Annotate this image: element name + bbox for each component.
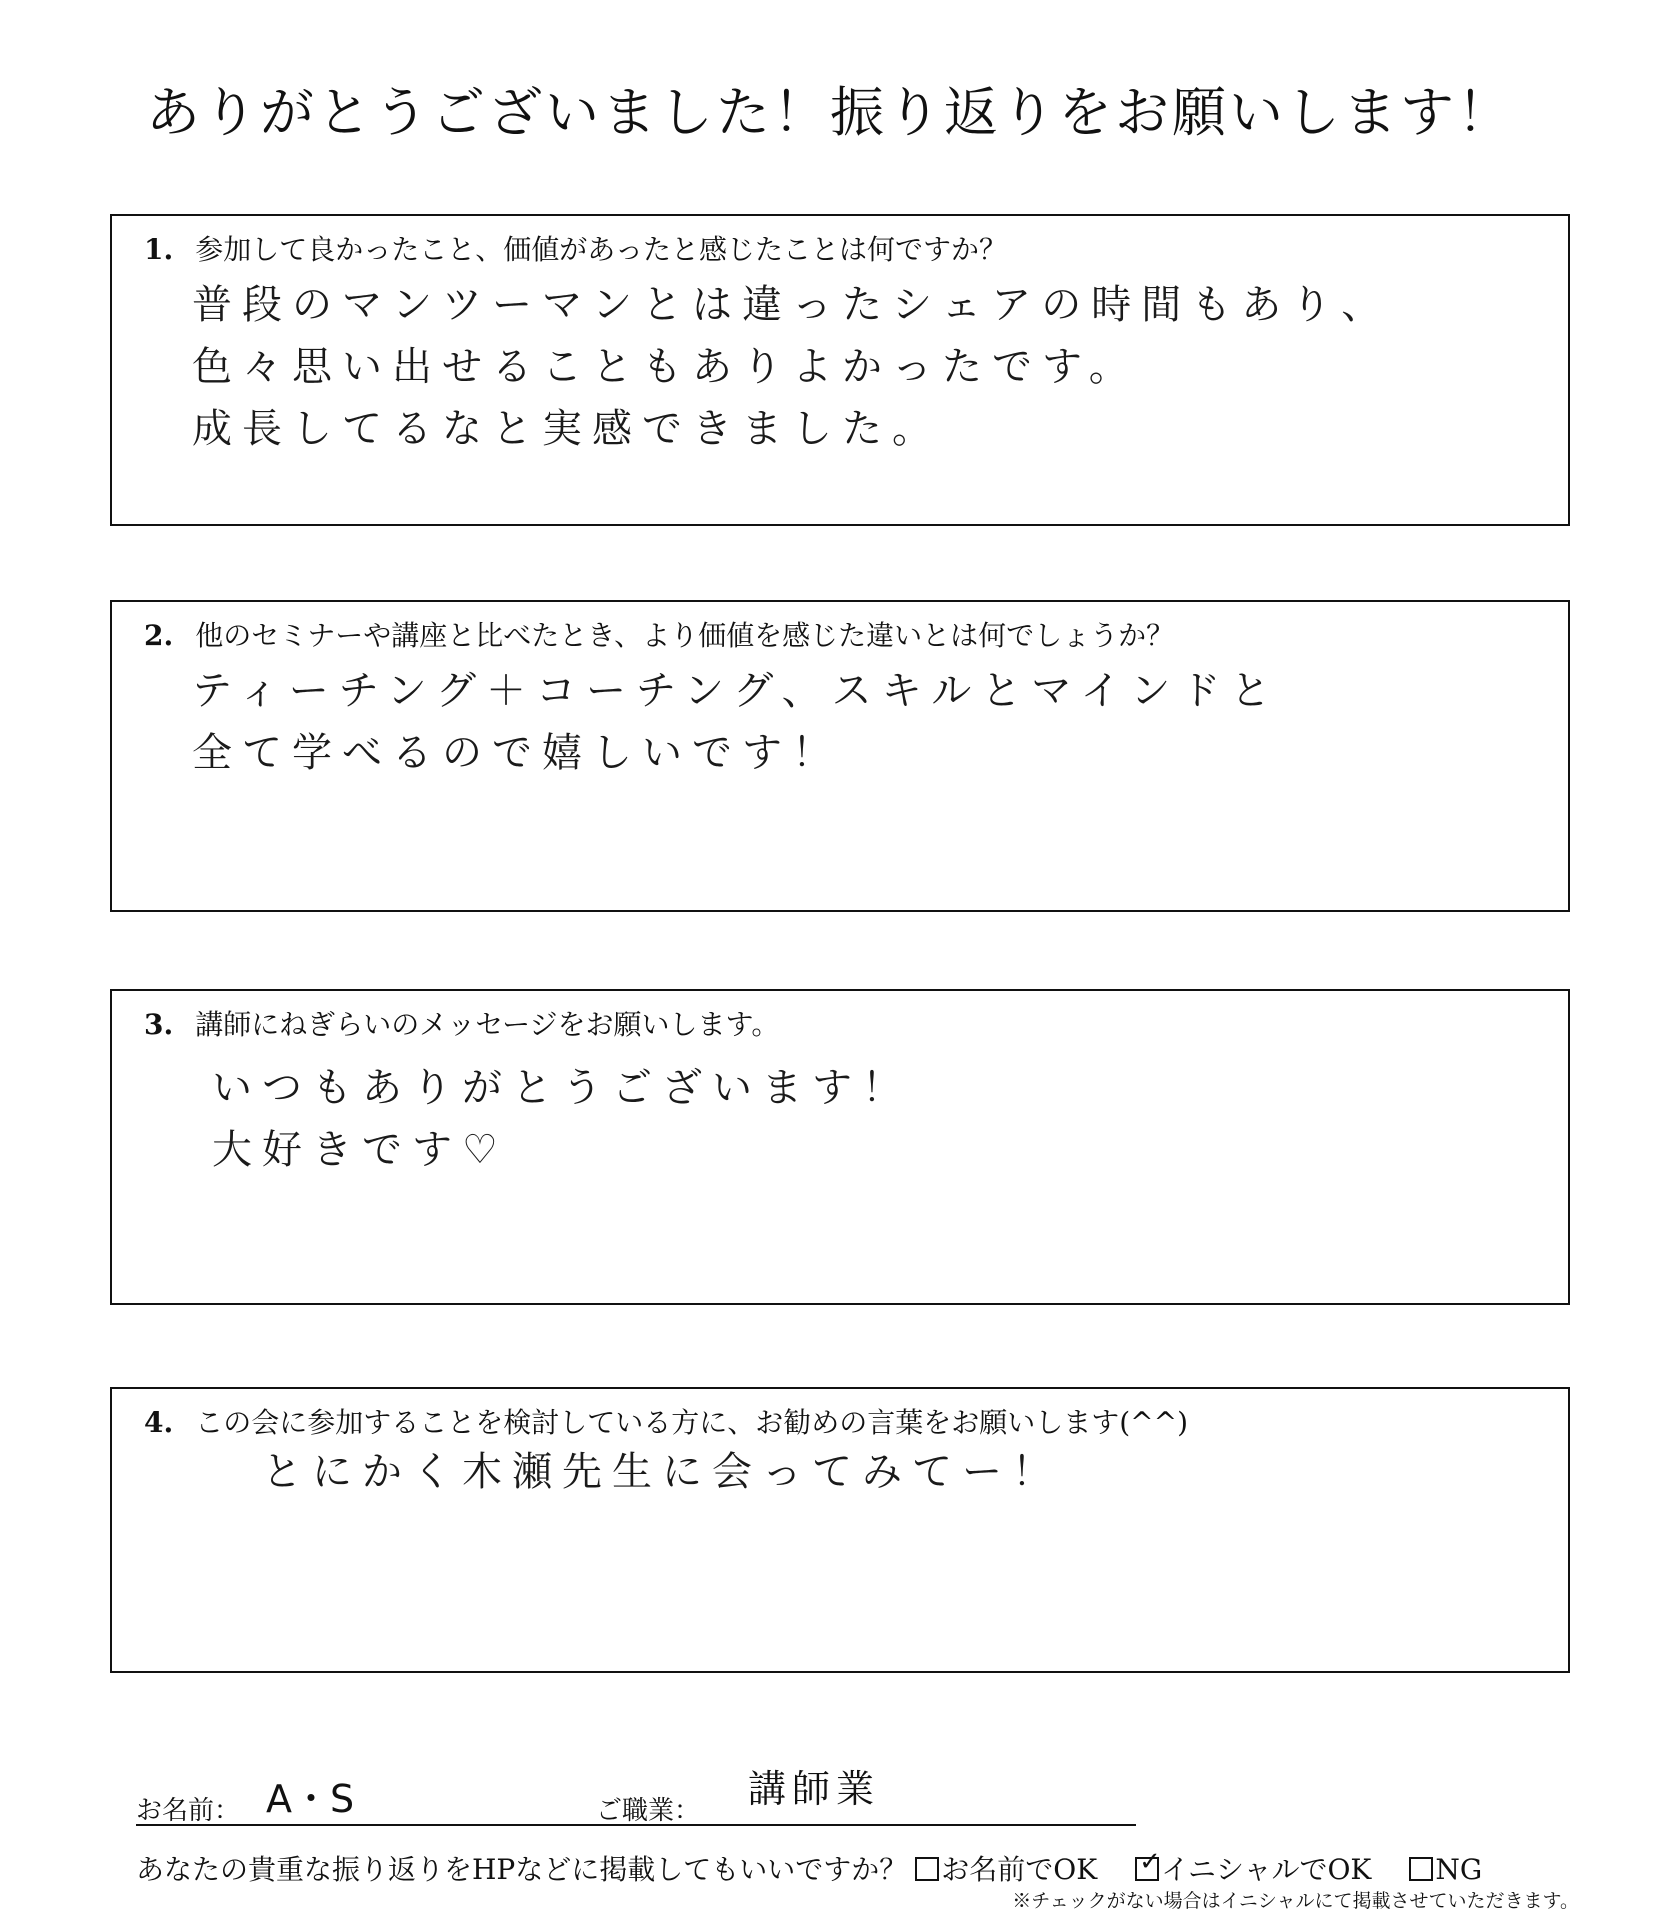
checkbox-name-ok[interactable] <box>915 1857 939 1881</box>
answer-line: 成長してるなと実感できました。 <box>192 406 942 452</box>
footnote: ※チェックがない場合はイニシャルにて掲載させていただきます。 <box>1012 1890 1579 1912</box>
question-number: 1. <box>144 233 174 266</box>
answer-line: 色々思い出せることもありよかったです。 <box>192 344 1139 390</box>
answer-3 <box>212 1057 912 1181</box>
question-text: 講師にねぎらいのメッセージをお願いします。 <box>195 1008 780 1041</box>
question-box-4 <box>110 1387 1570 1673</box>
question-text: 他のセミナーや講座と比べたとき、より価値を感じた違いとは何でしょうか？ <box>195 619 1175 652</box>
consent-line <box>136 1848 1482 1888</box>
question-2 <box>144 614 1174 654</box>
checkbox-initial-ok[interactable] <box>1135 1847 1161 1881</box>
answer-line: とにかく木瀬先生に会ってみてー！ <box>262 1449 1062 1495</box>
check-icon: ✓ <box>1139 1847 1161 1877</box>
answer-1 <box>192 274 1391 460</box>
job-value: 講師業 <box>748 1767 881 1811</box>
option-ng: NG <box>1435 1853 1483 1886</box>
answer-line: いつもありがとうございます！ <box>212 1065 912 1111</box>
page-title: ありがとうございました！振り返りをお願いします！ <box>146 81 1514 144</box>
name-label: お名前： <box>136 1796 241 1826</box>
question-box-3 <box>110 989 1570 1305</box>
question-4 <box>144 1401 1188 1441</box>
signature-underline <box>136 1824 1136 1826</box>
job-label: ご職業： <box>596 1796 701 1826</box>
question-text: この会に参加することを検討している方に、お勧めの言葉をお願いします(^^) <box>195 1406 1189 1439</box>
name-value: A・S <box>266 1777 355 1821</box>
question-3 <box>144 1003 779 1043</box>
answer-line: 普段のマンツーマンとは違ったシェアの時間もあり、 <box>192 282 1392 328</box>
question-1 <box>144 228 1007 268</box>
answer-line: 全て学べるので嬉しいです！ <box>192 730 842 776</box>
option-initial-ok: イニシャルでOK <box>1161 1853 1372 1886</box>
answer-4 <box>262 1441 1062 1503</box>
question-text: 参加して良かったこと、価値があったと感じたことは何ですか？ <box>195 233 1007 266</box>
question-number: 2. <box>144 619 174 652</box>
answer-line: 大好きです♡ <box>212 1127 508 1173</box>
answer-2 <box>192 660 1280 784</box>
answer-line: ティーチング＋コーチング、スキルとマインドと <box>192 668 1281 714</box>
checkbox-ng[interactable] <box>1409 1857 1433 1881</box>
question-box-2 <box>110 600 1570 912</box>
option-name-ok: お名前でOK <box>941 1853 1098 1886</box>
question-number: 3. <box>144 1008 174 1041</box>
question-number: 4. <box>144 1406 174 1439</box>
question-box-1 <box>110 214 1570 526</box>
consent-question: あなたの貴重な振り返りをHPなどに掲載してもいいですか？ <box>136 1853 908 1886</box>
